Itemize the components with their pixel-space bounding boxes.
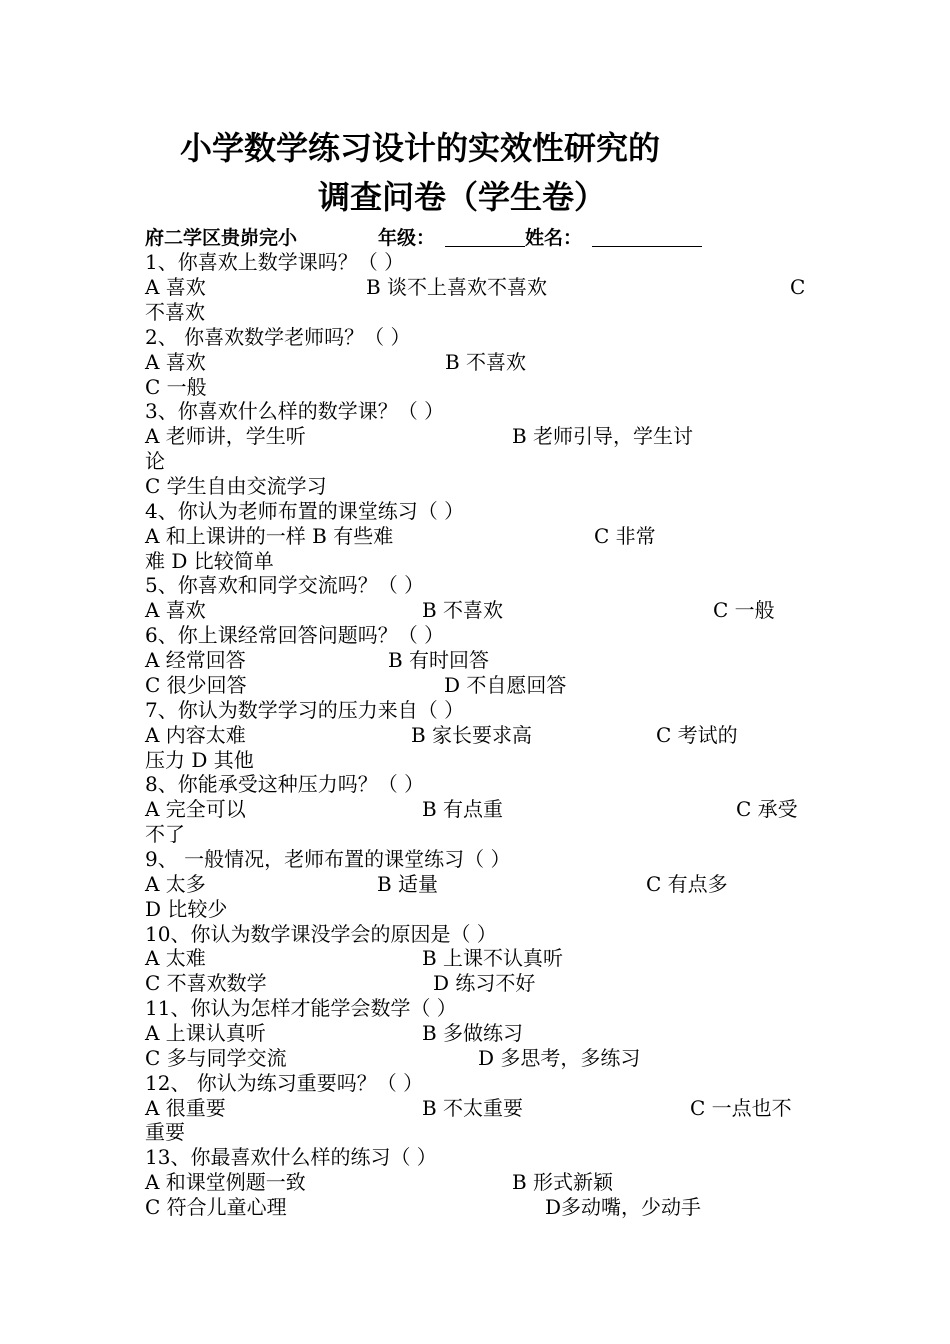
- text-line: [0, 350, 950, 375]
- text-segment: C 一般: [713, 598, 775, 622]
- text-segment: A 太难: [145, 946, 206, 970]
- text-segment: C 学生自由交流学习: [145, 474, 327, 498]
- title-line-1: 小学数学练习设计的实效性研究的: [180, 129, 661, 167]
- text-segment: 8、你能承受这种压力吗？（ ）: [145, 772, 425, 796]
- text-line: [0, 723, 950, 748]
- text-segment: B 不太重要: [422, 1096, 524, 1120]
- text-segment: B 谈不上喜欢不喜欢: [366, 275, 548, 299]
- text-segment: B 老师引导，学生讨: [512, 424, 694, 448]
- text-segment: A 完全可以: [145, 797, 246, 821]
- text-line: [0, 623, 950, 648]
- text-line: [0, 946, 950, 971]
- survey-header: [0, 226, 950, 251]
- text-line: [0, 673, 950, 698]
- text-segment: 1、你喜欢上数学课吗？（ ）: [145, 250, 405, 274]
- text-segment: A 内容太难: [145, 723, 246, 747]
- text-segment: 10、你认为数学课没学会的原因是（ ）: [145, 922, 497, 946]
- text-line: [0, 797, 950, 822]
- text-segment: C 非常: [594, 524, 656, 548]
- text-line: [0, 399, 950, 424]
- text-segment: 3、你喜欢什么样的数学课？（ ）: [145, 399, 445, 423]
- grade-blank[interactable]: [445, 226, 525, 247]
- text-line: [0, 698, 950, 723]
- text-segment: 6、你上课经常回答问题吗？（ ）: [145, 623, 445, 647]
- text-segment: B 适量: [377, 872, 439, 896]
- text-line: [0, 449, 950, 474]
- text-segment: B 上课不认真听: [422, 946, 564, 970]
- text-line: [0, 822, 950, 847]
- text-segment: D 比较少: [145, 897, 228, 921]
- text-line: [0, 971, 950, 996]
- text-segment: C 符合儿童心理: [145, 1195, 287, 1219]
- text-segment: C 多与同学交流: [145, 1046, 287, 1070]
- text-line: [0, 897, 950, 922]
- text-segment: C 一般: [145, 375, 207, 399]
- text-line: [0, 474, 950, 499]
- text-line: [0, 1120, 950, 1145]
- text-line: [0, 847, 950, 872]
- text-segment: 压力 D 其他: [145, 748, 254, 772]
- text-line: [0, 549, 950, 574]
- text-line: [0, 499, 950, 524]
- text-segment: 13、你最喜欢什么样的练习（ ）: [145, 1145, 437, 1169]
- text-line: [0, 1195, 950, 1220]
- text-segment: 不了: [145, 822, 185, 846]
- text-segment: A 经常回答: [145, 648, 246, 672]
- text-segment: C 一点也不: [690, 1096, 792, 1120]
- text-line: [0, 325, 950, 350]
- text-segment: 5、你喜欢和同学交流吗？（ ）: [145, 573, 425, 597]
- text-line: [0, 375, 950, 400]
- text-segment: A 和上课讲的一样 B 有些难: [145, 524, 394, 548]
- text-segment: C: [790, 275, 806, 299]
- text-segment: 9、 一般情况，老师布置的课堂练习（ ）: [145, 847, 511, 871]
- name-blank[interactable]: [592, 226, 702, 247]
- title-line-2: 调查问卷（学生卷）: [318, 178, 607, 216]
- text-segment: A 很重要: [145, 1096, 226, 1120]
- text-segment: A 喜欢: [145, 350, 206, 374]
- text-line: [0, 1096, 950, 1121]
- school-name: 府二学区贵峁完小: [145, 227, 298, 249]
- text-line: [0, 300, 950, 325]
- text-segment: 12、 你认为练习重要吗？（ ）: [145, 1071, 424, 1095]
- text-segment: 4、你认为老师布置的课堂练习（ ）: [145, 499, 465, 523]
- text-segment: B 多做练习: [422, 1021, 524, 1045]
- text-segment: 难 D 比较简单: [145, 549, 274, 573]
- text-line: [0, 573, 950, 598]
- name-label: 姓名：: [525, 227, 583, 249]
- text-segment: C 不喜欢数学: [145, 971, 267, 995]
- text-segment: B 家长要求高: [411, 723, 533, 747]
- text-segment: C 有点多: [646, 872, 728, 896]
- text-line: [0, 996, 950, 1021]
- text-segment: A 和课堂例题一致: [145, 1170, 306, 1194]
- text-line: [0, 748, 950, 773]
- text-line: [0, 872, 950, 897]
- text-segment: 论: [145, 449, 165, 473]
- text-segment: D多动嘴，少动手: [545, 1195, 702, 1219]
- text-segment: C 很少回答: [145, 673, 247, 697]
- text-line: [0, 275, 950, 300]
- text-segment: C 考试的: [656, 723, 738, 747]
- text-line: [0, 1046, 950, 1071]
- text-segment: D 不自愿回答: [444, 673, 567, 697]
- text-line: [0, 922, 950, 947]
- text-segment: D 练习不好: [433, 971, 536, 995]
- text-line: [0, 1145, 950, 1170]
- text-segment: 11、你认为怎样才能学会数学（ ）: [145, 996, 457, 1020]
- text-segment: A 老师讲，学生听: [145, 424, 306, 448]
- text-line: [0, 648, 950, 673]
- text-segment: B 有时回答: [388, 648, 490, 672]
- text-segment: 重要: [145, 1120, 185, 1144]
- text-segment: A 喜欢: [145, 275, 206, 299]
- text-segment: B 有点重: [422, 797, 504, 821]
- text-segment: B 不喜欢: [445, 350, 527, 374]
- text-segment: A 喜欢: [145, 598, 206, 622]
- text-line: [0, 1071, 950, 1096]
- text-segment: A 上课认真听: [145, 1021, 266, 1045]
- grade-label: 年级：: [378, 227, 436, 249]
- text-segment: B 不喜欢: [422, 598, 504, 622]
- text-line: [0, 250, 950, 275]
- text-segment: A 太多: [145, 872, 206, 896]
- text-segment: 2、 你喜欢数学老师吗？（ ）: [145, 325, 411, 349]
- text-segment: 7、你认为数学学习的压力来自（ ）: [145, 698, 465, 722]
- text-line: [0, 524, 950, 549]
- text-line: [0, 1170, 950, 1195]
- text-line: [0, 598, 950, 623]
- text-line: [0, 424, 950, 449]
- text-segment: C 承受: [736, 797, 798, 821]
- text-line: [0, 1021, 950, 1046]
- text-segment: 不喜欢: [145, 300, 205, 324]
- text-line: [0, 772, 950, 797]
- text-segment: B 形式新颖: [512, 1170, 614, 1194]
- text-segment: D 多思考，多练习: [478, 1046, 641, 1070]
